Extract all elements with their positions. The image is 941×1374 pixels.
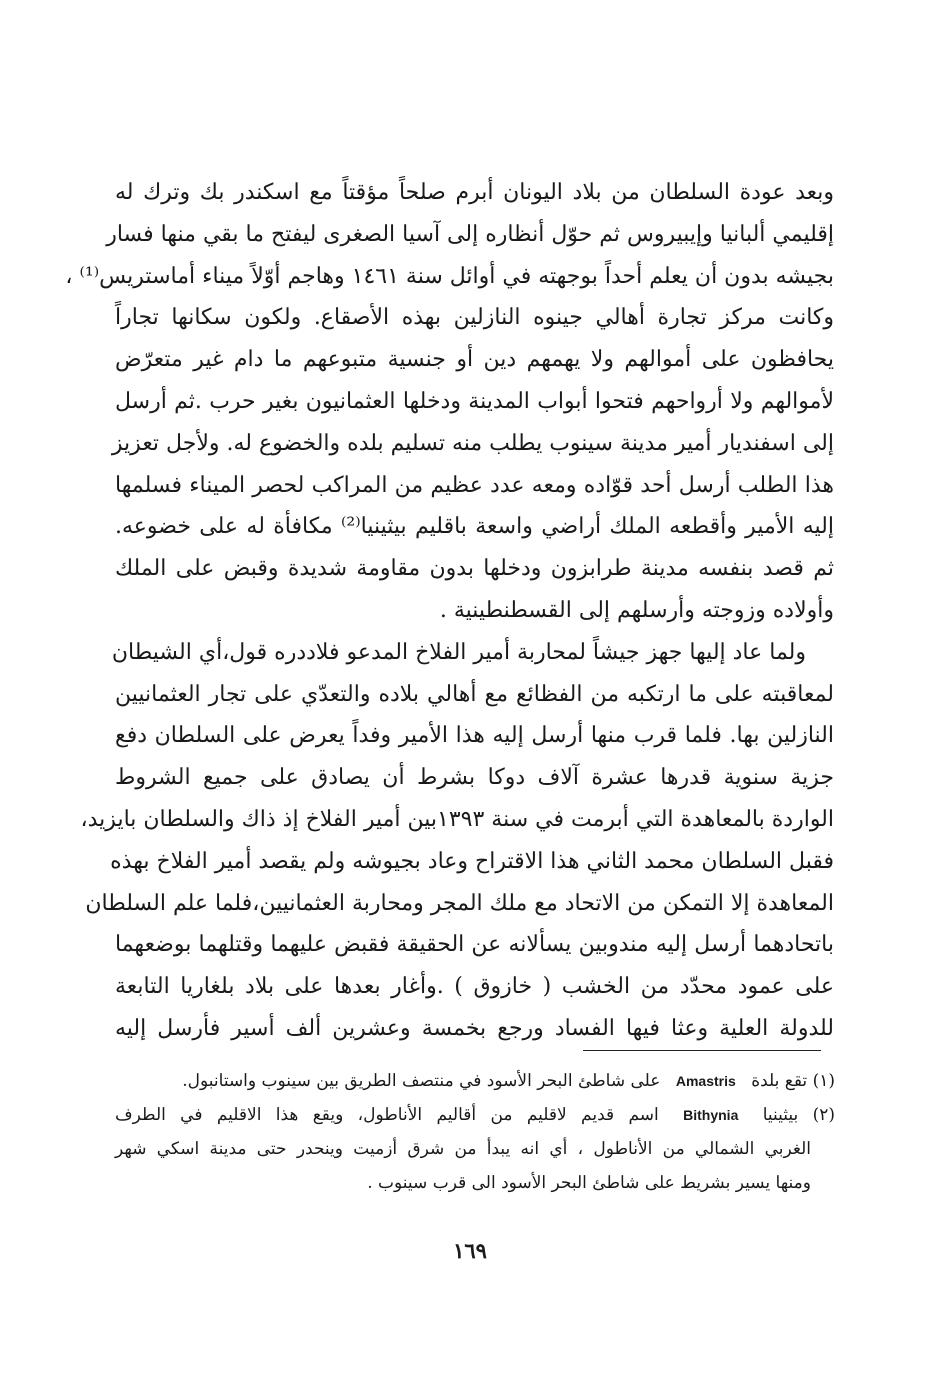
footnote-2 <box>115 1098 835 1132</box>
text-line: فقبل السلطان محمد الثاني هذا الاقتراح وعاد بجيوشه ولم يقصد أمير الفلاخ بهذه <box>110 848 834 874</box>
text-line: بجيشه بدون أن يعلم أحداً بوجهته في أوائل سنة ١٤٦١ وهاجم أوّلاً ميناء أماستريس⁽¹⁾ ، <box>65 263 834 289</box>
text-line: جزية سنوية قدرها عشرة آلاف دوكا بشرط أن يصادق على جميع الشروط <box>115 765 834 791</box>
text-line: وأولاده وزوجته وأرسلهم إلى القسطنطينية . <box>439 597 834 623</box>
text-line: باتحادهما أرسل إليه مندوبين يسألانه عن الحقيقة فقبض عليهما وقتلهما بوضعهما <box>115 932 834 958</box>
main-text <box>65 172 835 1050</box>
text-line: لأموالهم ولا أرواحهم فتحوا أبواب المدينة ودخلها العثمانيون بغير حرب .ثم أرسل <box>115 388 834 414</box>
footnote-2-continuation: الغربي الشمالي من الأناطول ، أي انه يبدأ من شرق أزميت وينحدر حتى مدينة اسكي شهر <box>115 1139 811 1159</box>
text-line: وبعد عودة السلطان من بلاد اليونان أبرم صلحاً مؤقتاً مع اسكندر بك وترك له <box>115 180 834 205</box>
page-number: ١٦٩ <box>453 1238 487 1263</box>
text-line: المعاهدة إلا التمكن من الاتحاد مع ملك المجر ومحاربة العثمانيين،فلما علم السلطان <box>85 890 834 916</box>
text-line: ثم قصد بنفسه مدينة طرابزون ودخلها بدون مقاومة شديدة وقبض على الملك <box>115 556 834 582</box>
footnote-latin-term: Amastris <box>675 1073 736 1089</box>
text-line: النازلين بها. فلما قرب منها أرسل إليه هذا الأمير وفداً يعرض على السلطان دفع <box>115 723 834 749</box>
text-line: على عمود محدّد من الخشب ( خازوق ) .وأغار بعدها على بلاد بلغاريا التابعة <box>115 974 834 1000</box>
text-line: وكانت مركز تجارة أهالي جينوه النازلين بهذه الأصقاع. ولكون سكانها تجاراً <box>115 305 834 331</box>
footnote-marker: (٢) <box>812 1105 836 1125</box>
text-line: إلى اسفنديار أمير مدينة سينوب يطلب منه تسليم بلده والخضوع له. ولأجل تعزيز <box>111 430 834 456</box>
footnote-text: بيثينيا <box>762 1105 799 1125</box>
footnote-latin-term: Bithynia <box>683 1107 739 1123</box>
text-line: لمعاقبته على ما ارتكبه من الفظائع مع أهالي بلاده والتعدّي على تجار العثمانيين <box>115 681 834 707</box>
text-line: الواردة بالمعاهدة التي أبرمت في سنة ١٣٩٣بين أمير الفلاخ إذ ذاك والسلطان بايزيد، <box>80 806 834 832</box>
footnote-text: على شاطئ البحر الأسود في منتصف الطريق بين سينوب واستانبول. <box>182 1071 661 1091</box>
text-line: يحافظون على أموالهم ولا يهمهم دين أو جنسية متبوعهم ما دام غير متعرّض <box>115 347 834 373</box>
text-line: إليه الأمير وأقطعه الملك أراضي واسعة باقليم بيثينيا⁽²⁾ مكافأة له على خضوعه. <box>115 514 835 540</box>
footnote-text: اسم قديم لاقليم من أقاليم الأناطول، ويقع هذا الاقليم في الطرف <box>115 1105 659 1125</box>
text-line: هذا الطلب أرسل أحد قوّاده ومعه عدد عظيم من المراكب لحصر الميناء فسلمها <box>115 472 834 498</box>
text-line: إقليمي ألبانيا وإيبيروس ثم حوّل أنظاره إلى آسيا الصغرى ليفتح ما بقي منها فسار <box>106 221 834 247</box>
footnote-divider <box>583 1050 821 1051</box>
footnote-2-continuation: ومنها يسير بشريط على شاطئ البحر الأسود الى قرب سينوب . <box>367 1173 811 1193</box>
text-line: ولما عاد إليها جهز جيشاً لمحاربة أمير الفلاخ المدعو فلاددره قول،أي الشيطان <box>111 639 806 665</box>
text-line: للدولة العلية وعثا فيها الفساد ورجع بخمسة وعشرين ألف أسير فأرسل إليه <box>115 1015 834 1041</box>
footnote-text: تقع بلدة <box>751 1071 808 1091</box>
footnotes <box>115 1064 835 1200</box>
footnote-1 <box>115 1064 835 1098</box>
footnote-marker: (١) <box>812 1071 835 1091</box>
